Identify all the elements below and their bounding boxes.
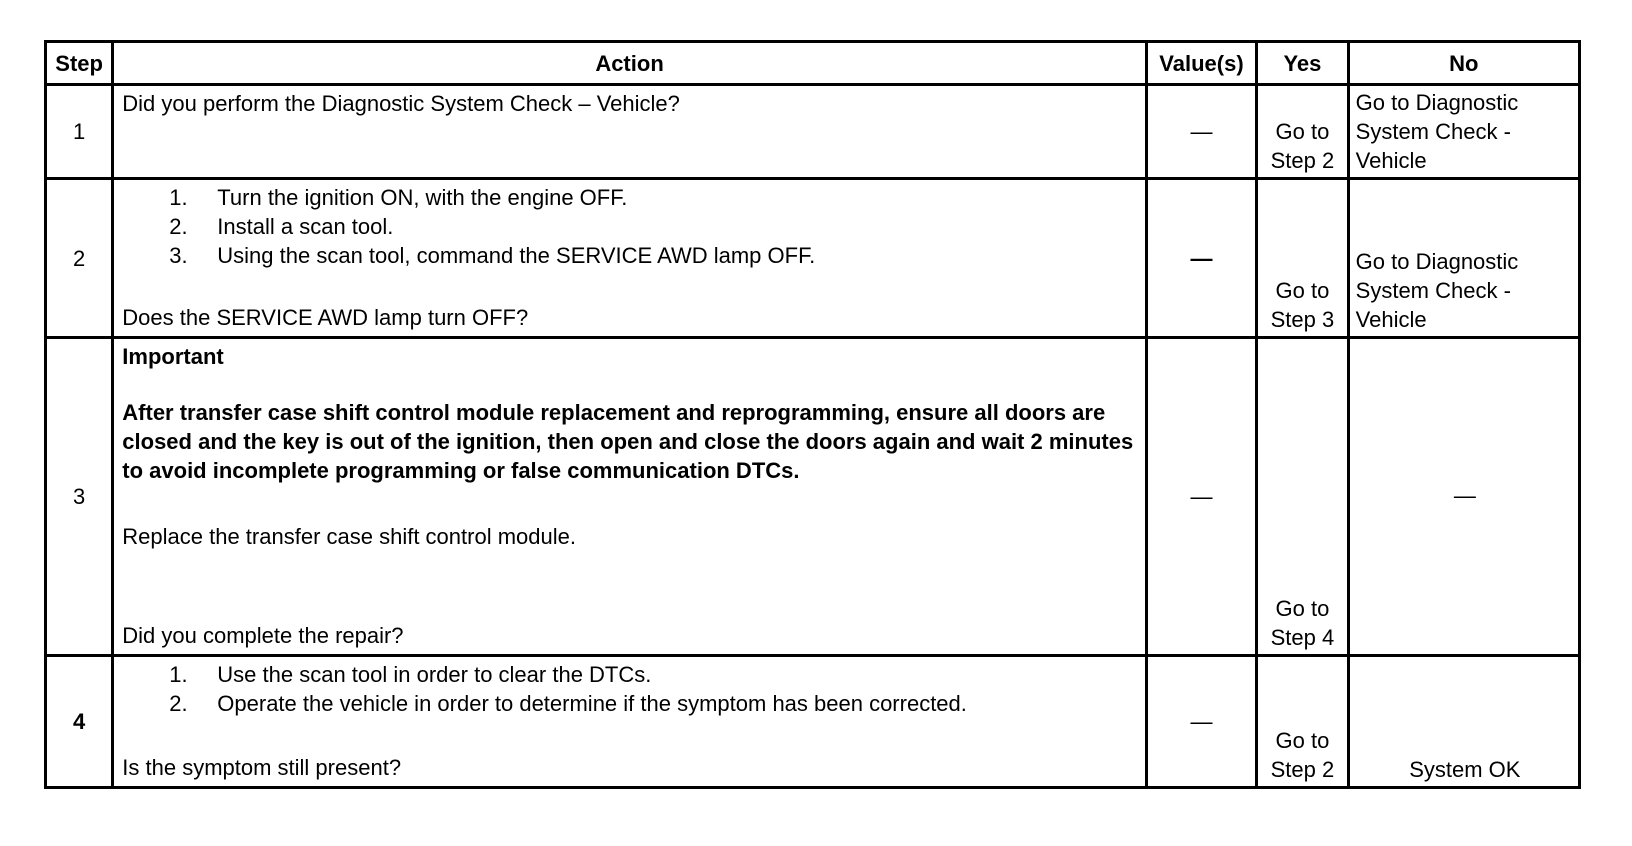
step-number: 1 [46, 85, 113, 179]
list-item-text: Turn the ignition ON, with the engine OFF. [217, 185, 628, 210]
no-line: Go to Diagnostic [1355, 90, 1519, 115]
value-cell: — [1146, 85, 1256, 179]
list-item [169, 689, 1137, 718]
table-row [46, 338, 1580, 656]
no-cell [1348, 179, 1579, 338]
step-number: 3 [46, 338, 113, 656]
list-item [169, 183, 1137, 212]
procedure-list [122, 660, 1137, 718]
header-no: No [1348, 42, 1579, 85]
yes-line: Go to [1275, 119, 1330, 144]
yes-line: Go to [1275, 596, 1330, 621]
list-item-text: Operate the vehicle in order to determine if the symptom has been corrected. [217, 691, 967, 716]
header-action: Action [113, 42, 1147, 85]
no-cell [1348, 85, 1579, 179]
no-line: Vehicle [1355, 148, 1427, 173]
no-line: Go to Diagnostic [1355, 249, 1519, 274]
yes-cell [1257, 656, 1348, 788]
list-item-text: Using the scan tool, command the SERVICE AWD lamp OFF. [217, 243, 816, 268]
yes-line: Step 4 [1270, 625, 1335, 650]
yes-cell [1257, 85, 1348, 179]
action-question: Is the symptom still present? [122, 755, 402, 780]
no-line: Vehicle [1355, 307, 1427, 332]
header-row [46, 42, 1580, 85]
procedure-list [122, 183, 1137, 270]
yes-line: Step 3 [1270, 307, 1335, 332]
list-item [169, 212, 1137, 241]
table-row [46, 179, 1580, 338]
no-line: System Check - [1355, 119, 1511, 144]
action-question: Did you complete the repair? [122, 623, 404, 648]
no-cell: System OK [1348, 656, 1579, 788]
step-number: 4 [46, 656, 113, 788]
action-cell [113, 338, 1147, 656]
list-item-number: 3. [169, 243, 188, 268]
table-row [46, 656, 1580, 788]
table-row [46, 85, 1580, 179]
list-item-number: 2. [169, 214, 188, 239]
list-item-text: Install a scan tool. [217, 214, 394, 239]
list-item-text: Use the scan tool in order to clear the DTCs. [217, 662, 652, 687]
step-number: 2 [46, 179, 113, 338]
action-instruction: Replace the transfer case shift control module. [122, 524, 576, 549]
important-title: Important [122, 344, 224, 369]
header-yes: Yes [1257, 42, 1348, 85]
value-cell: — [1146, 338, 1256, 656]
list-item-number: 1. [169, 185, 188, 210]
yes-line: Step 2 [1270, 757, 1335, 782]
header-values: Value(s) [1146, 42, 1256, 85]
header-step: Step [46, 42, 113, 85]
yes-line: Go to [1275, 728, 1330, 753]
action-cell [113, 179, 1147, 338]
yes-line: Go to [1275, 278, 1330, 303]
no-line: System Check - [1355, 278, 1511, 303]
no-cell: — [1348, 338, 1579, 656]
list-item-number: 2. [169, 691, 188, 716]
action-cell [113, 85, 1147, 179]
important-text: After transfer case shift control module replacement and reprogramming, ensure all doors are closed and the key is out of the ignition, then open and close the doors again and wait 2 minutes to avoid incomplete programming or false communication DTCs. [122, 400, 1134, 483]
diagnostic-table [44, 40, 1581, 789]
yes-cell [1257, 338, 1348, 656]
value-cell: — [1146, 179, 1256, 338]
value-cell: — [1146, 656, 1256, 788]
action-cell [113, 656, 1147, 788]
list-item [169, 241, 1137, 270]
yes-line: Step 2 [1270, 148, 1335, 173]
action-question: Does the SERVICE AWD lamp turn OFF? [122, 305, 529, 330]
list-item [169, 660, 1137, 689]
yes-cell [1257, 179, 1348, 338]
action-question: Did you perform the Diagnostic System Check – Vehicle? [122, 91, 680, 116]
list-item-number: 1. [169, 662, 188, 687]
